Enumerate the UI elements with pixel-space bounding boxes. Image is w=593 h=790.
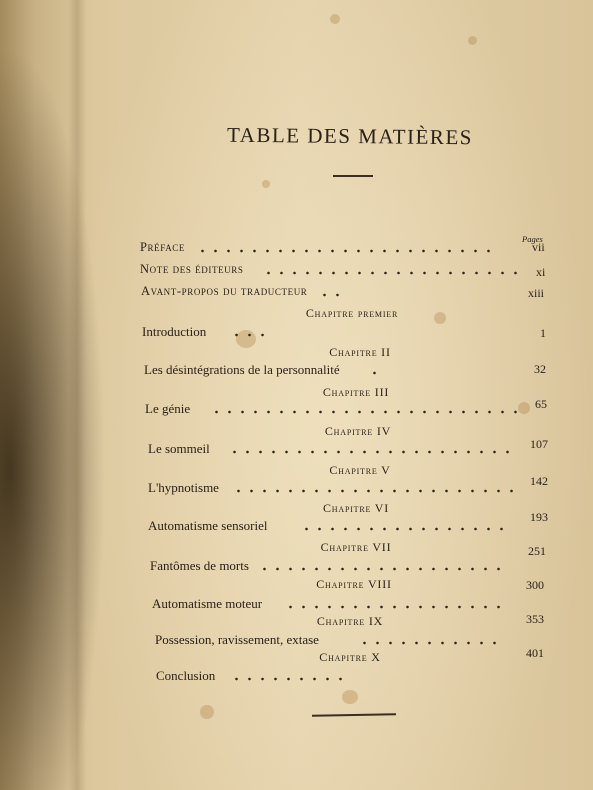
toc-entry-label: L'hypnotisme <box>148 480 219 495</box>
toc-entry-page: 1 <box>540 326 546 340</box>
leader-dots <box>228 450 518 454</box>
toc-entry-label: Possession, ravissement, extase <box>155 632 319 647</box>
leader-dots <box>284 605 504 609</box>
leader-dots <box>358 641 502 645</box>
toc-entry-page: 65 <box>535 397 547 411</box>
chapter-heading: Chapitre IV <box>324 424 392 438</box>
chapter-heading: Chapitre premier <box>305 306 399 320</box>
toc-entry <box>0 240 593 262</box>
toc-entry <box>0 510 593 540</box>
toc-entry-page: 142 <box>530 474 548 488</box>
toc-entry-label: Automatisme moteur <box>152 596 263 611</box>
toc-entry-page: xiii <box>528 286 545 300</box>
title-rule <box>333 175 373 177</box>
toc-entry-label: Note des éditeurs <box>140 262 244 276</box>
toc-entry-page: 251 <box>528 544 546 558</box>
foxing-spot <box>468 36 477 45</box>
toc-entry <box>0 324 593 346</box>
leader-dots <box>196 249 494 253</box>
toc-entry-label: Avant-propos du traducteur <box>141 284 308 298</box>
toc-entry-page: xi <box>536 265 546 279</box>
chapter-heading: Chapitre V <box>329 463 391 477</box>
toc-entry-label: Préface <box>140 240 185 254</box>
toc-entry-page: 107 <box>530 437 548 451</box>
toc-entry-page: 32 <box>534 362 546 376</box>
leader-dots <box>258 567 508 571</box>
toc-entry-page: vii <box>532 240 545 254</box>
toc-entry-label: Conclusion <box>156 668 216 683</box>
toc-entry-label: Fantômes de morts <box>150 558 249 573</box>
foxing-spot <box>262 180 270 188</box>
toc-entry <box>0 437 593 463</box>
toc-entry-page: 193 <box>530 510 548 524</box>
toc-entry <box>0 474 593 502</box>
toc-entry-label: Le sommeil <box>148 441 210 456</box>
toc-entry <box>0 362 593 384</box>
foxing-spot <box>330 14 340 24</box>
leader-dots <box>300 527 512 531</box>
toc-entry-label: Introduction <box>142 324 207 339</box>
toc-entry-label: Le génie <box>145 401 191 416</box>
toc-entry <box>0 397 593 423</box>
toc-entry-label: Les désintégrations de la personnalité <box>144 362 340 377</box>
leader-dots <box>318 293 344 297</box>
foxing-spot <box>342 690 358 704</box>
toc-entry <box>0 284 593 306</box>
foxing-spot <box>200 705 214 719</box>
closing-rule <box>312 713 396 716</box>
chapter-heading: Chapitre II <box>329 345 391 359</box>
chapter-heading: Chapitre VIII <box>316 577 392 591</box>
chapter-heading: Chapitre VI <box>322 501 390 515</box>
pages-column-label: Pages <box>522 234 543 244</box>
toc-entry-page: 401 <box>526 646 544 660</box>
leader-dots <box>210 410 522 414</box>
leader-dots <box>262 271 524 275</box>
chapter-heading: Chapitre X <box>319 650 381 664</box>
leader-dots <box>232 489 516 493</box>
toc-entry-page: 353 <box>526 612 544 626</box>
toc-entry <box>0 262 593 284</box>
leader-dots <box>230 333 270 337</box>
chapter-heading: Chapitre III <box>322 385 390 399</box>
toc-entry-label: Automatisme sensoriel <box>148 518 268 533</box>
leader-dots <box>230 677 350 681</box>
page-title: TABLE DES MATIÈRES <box>226 122 474 150</box>
leader-dots <box>368 371 382 375</box>
chapter-heading: Chapitre VII <box>320 540 392 554</box>
chapter-heading: Chapitre IX <box>316 614 384 628</box>
toc-entry-page: 300 <box>526 578 544 592</box>
